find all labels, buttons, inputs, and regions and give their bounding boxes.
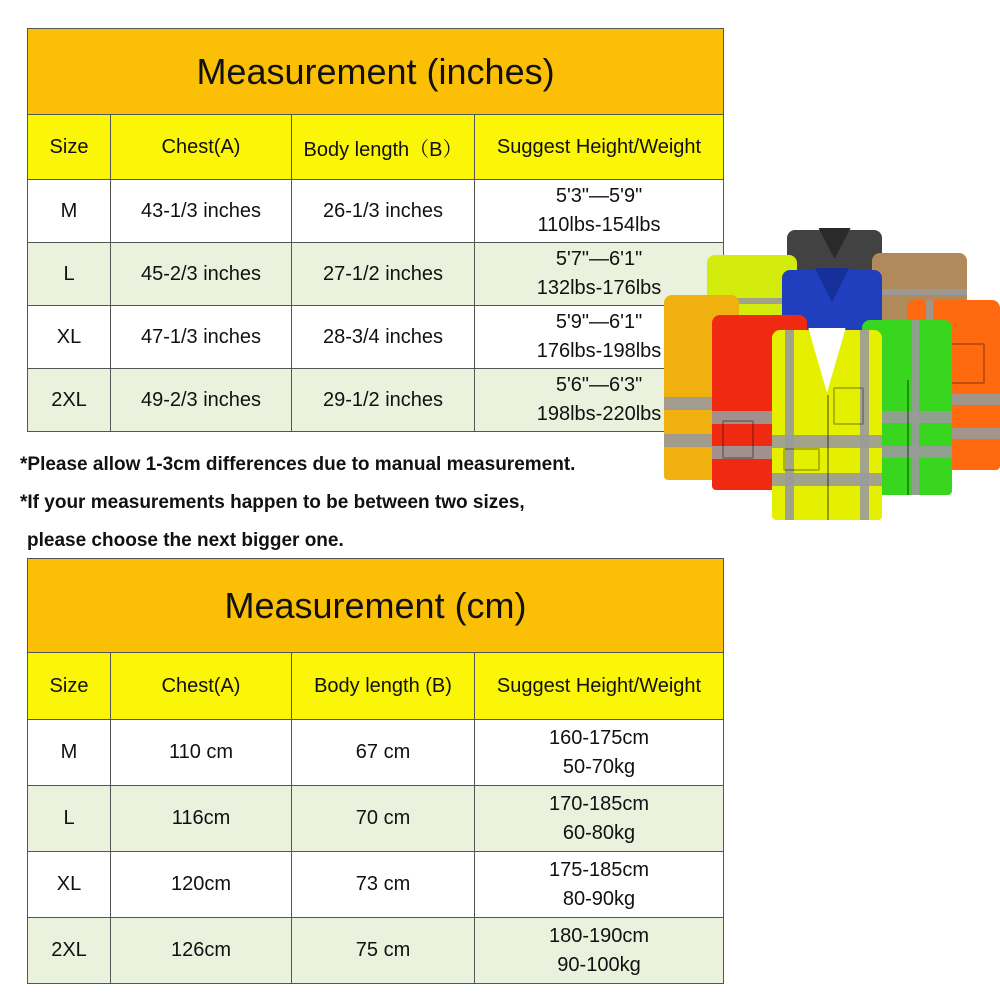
table-row bbox=[28, 306, 724, 369]
size-cell: XL bbox=[28, 306, 111, 369]
table-row bbox=[28, 852, 724, 918]
table-row bbox=[28, 720, 724, 786]
header-suggest-height-weight: Suggest Height/Weight bbox=[475, 653, 724, 720]
weight-range: 132lbs-176lbs bbox=[536, 277, 662, 299]
measurement-notes bbox=[20, 446, 720, 560]
chest-cell: 45-2/3 inches bbox=[111, 243, 292, 306]
header-size: Size bbox=[28, 653, 111, 720]
size-cell: 2XL bbox=[28, 369, 111, 432]
size-cell: L bbox=[28, 243, 111, 306]
inches-measurement-table bbox=[27, 28, 724, 432]
height-range: 5'9"—6'1" bbox=[555, 311, 643, 333]
length-cell: 73 cm bbox=[292, 852, 475, 918]
height-weight-cell bbox=[475, 720, 724, 786]
inches-table-title: Measurement (inches) bbox=[28, 29, 724, 115]
weight-range: 60-80kg bbox=[562, 821, 636, 844]
size-cell: L bbox=[28, 786, 111, 852]
length-cell: 67 cm bbox=[292, 720, 475, 786]
height-range: 180-190cm bbox=[548, 924, 650, 947]
cm-header-row bbox=[28, 653, 724, 720]
table-row bbox=[28, 243, 724, 306]
weight-range: 90-100kg bbox=[557, 953, 641, 976]
chest-cell: 43-1/3 inches bbox=[111, 180, 292, 243]
header-suggest-height-weight: Suggest Height/Weight bbox=[475, 115, 724, 180]
size-cell: M bbox=[28, 180, 111, 243]
height-range: 5'3"—5'9" bbox=[555, 185, 643, 207]
length-cell: 29-1/2 inches bbox=[292, 369, 475, 432]
weight-range: 198lbs-220lbs bbox=[536, 403, 662, 425]
chest-cell: 120cm bbox=[111, 852, 292, 918]
weight-range: 110lbs-154lbs bbox=[537, 214, 661, 236]
header-body-length: Body length (B) bbox=[292, 653, 475, 720]
header-size: Size bbox=[28, 115, 111, 180]
table-row bbox=[28, 369, 724, 432]
weight-range: 80-90kg bbox=[562, 887, 636, 910]
height-range: 160-175cm bbox=[548, 726, 650, 749]
chest-cell: 110 cm bbox=[111, 720, 292, 786]
height-weight-cell bbox=[475, 852, 724, 918]
chest-cell: 116cm bbox=[111, 786, 292, 852]
safety-vests-image bbox=[662, 225, 1000, 520]
note-between-sizes: *If your measurements happen to be between two sizes, bbox=[20, 492, 525, 513]
height-range: 175-185cm bbox=[548, 858, 650, 881]
chest-cell: 126cm bbox=[111, 918, 292, 984]
header-chest: Chest(A) bbox=[111, 653, 292, 720]
length-cell: 26-1/3 inches bbox=[292, 180, 475, 243]
header-chest: Chest(A) bbox=[111, 115, 292, 180]
chest-cell: 47-1/3 inches bbox=[111, 306, 292, 369]
cm-measurement-table bbox=[27, 558, 724, 984]
vest-lime-front bbox=[772, 330, 882, 520]
height-range: 5'7"—6'1" bbox=[555, 248, 643, 270]
height-weight-cell bbox=[475, 918, 724, 984]
length-cell: 27-1/2 inches bbox=[292, 243, 475, 306]
note-choose-bigger: please choose the next bigger one. bbox=[27, 530, 344, 551]
height-weight-cell bbox=[475, 786, 724, 852]
chest-cell: 49-2/3 inches bbox=[111, 369, 292, 432]
size-cell: 2XL bbox=[28, 918, 111, 984]
size-cell: M bbox=[28, 720, 111, 786]
length-cell: 70 cm bbox=[292, 786, 475, 852]
header-body-length: Body length（B） bbox=[292, 115, 475, 180]
note-tolerance: *Please allow 1-3cm differences due to manual measurement. bbox=[20, 454, 576, 475]
weight-range: 50-70kg bbox=[562, 755, 636, 778]
table-row bbox=[28, 918, 724, 984]
cm-table-title: Measurement (cm) bbox=[28, 559, 724, 653]
height-range: 170-185cm bbox=[548, 792, 650, 815]
length-cell: 75 cm bbox=[292, 918, 475, 984]
weight-range: 176lbs-198lbs bbox=[536, 340, 662, 362]
height-range: 5'6"—6'3" bbox=[555, 374, 643, 396]
table-row bbox=[28, 180, 724, 243]
size-cell: XL bbox=[28, 852, 111, 918]
inches-header-row bbox=[28, 115, 724, 180]
table-row bbox=[28, 786, 724, 852]
length-cell: 28-3/4 inches bbox=[292, 306, 475, 369]
